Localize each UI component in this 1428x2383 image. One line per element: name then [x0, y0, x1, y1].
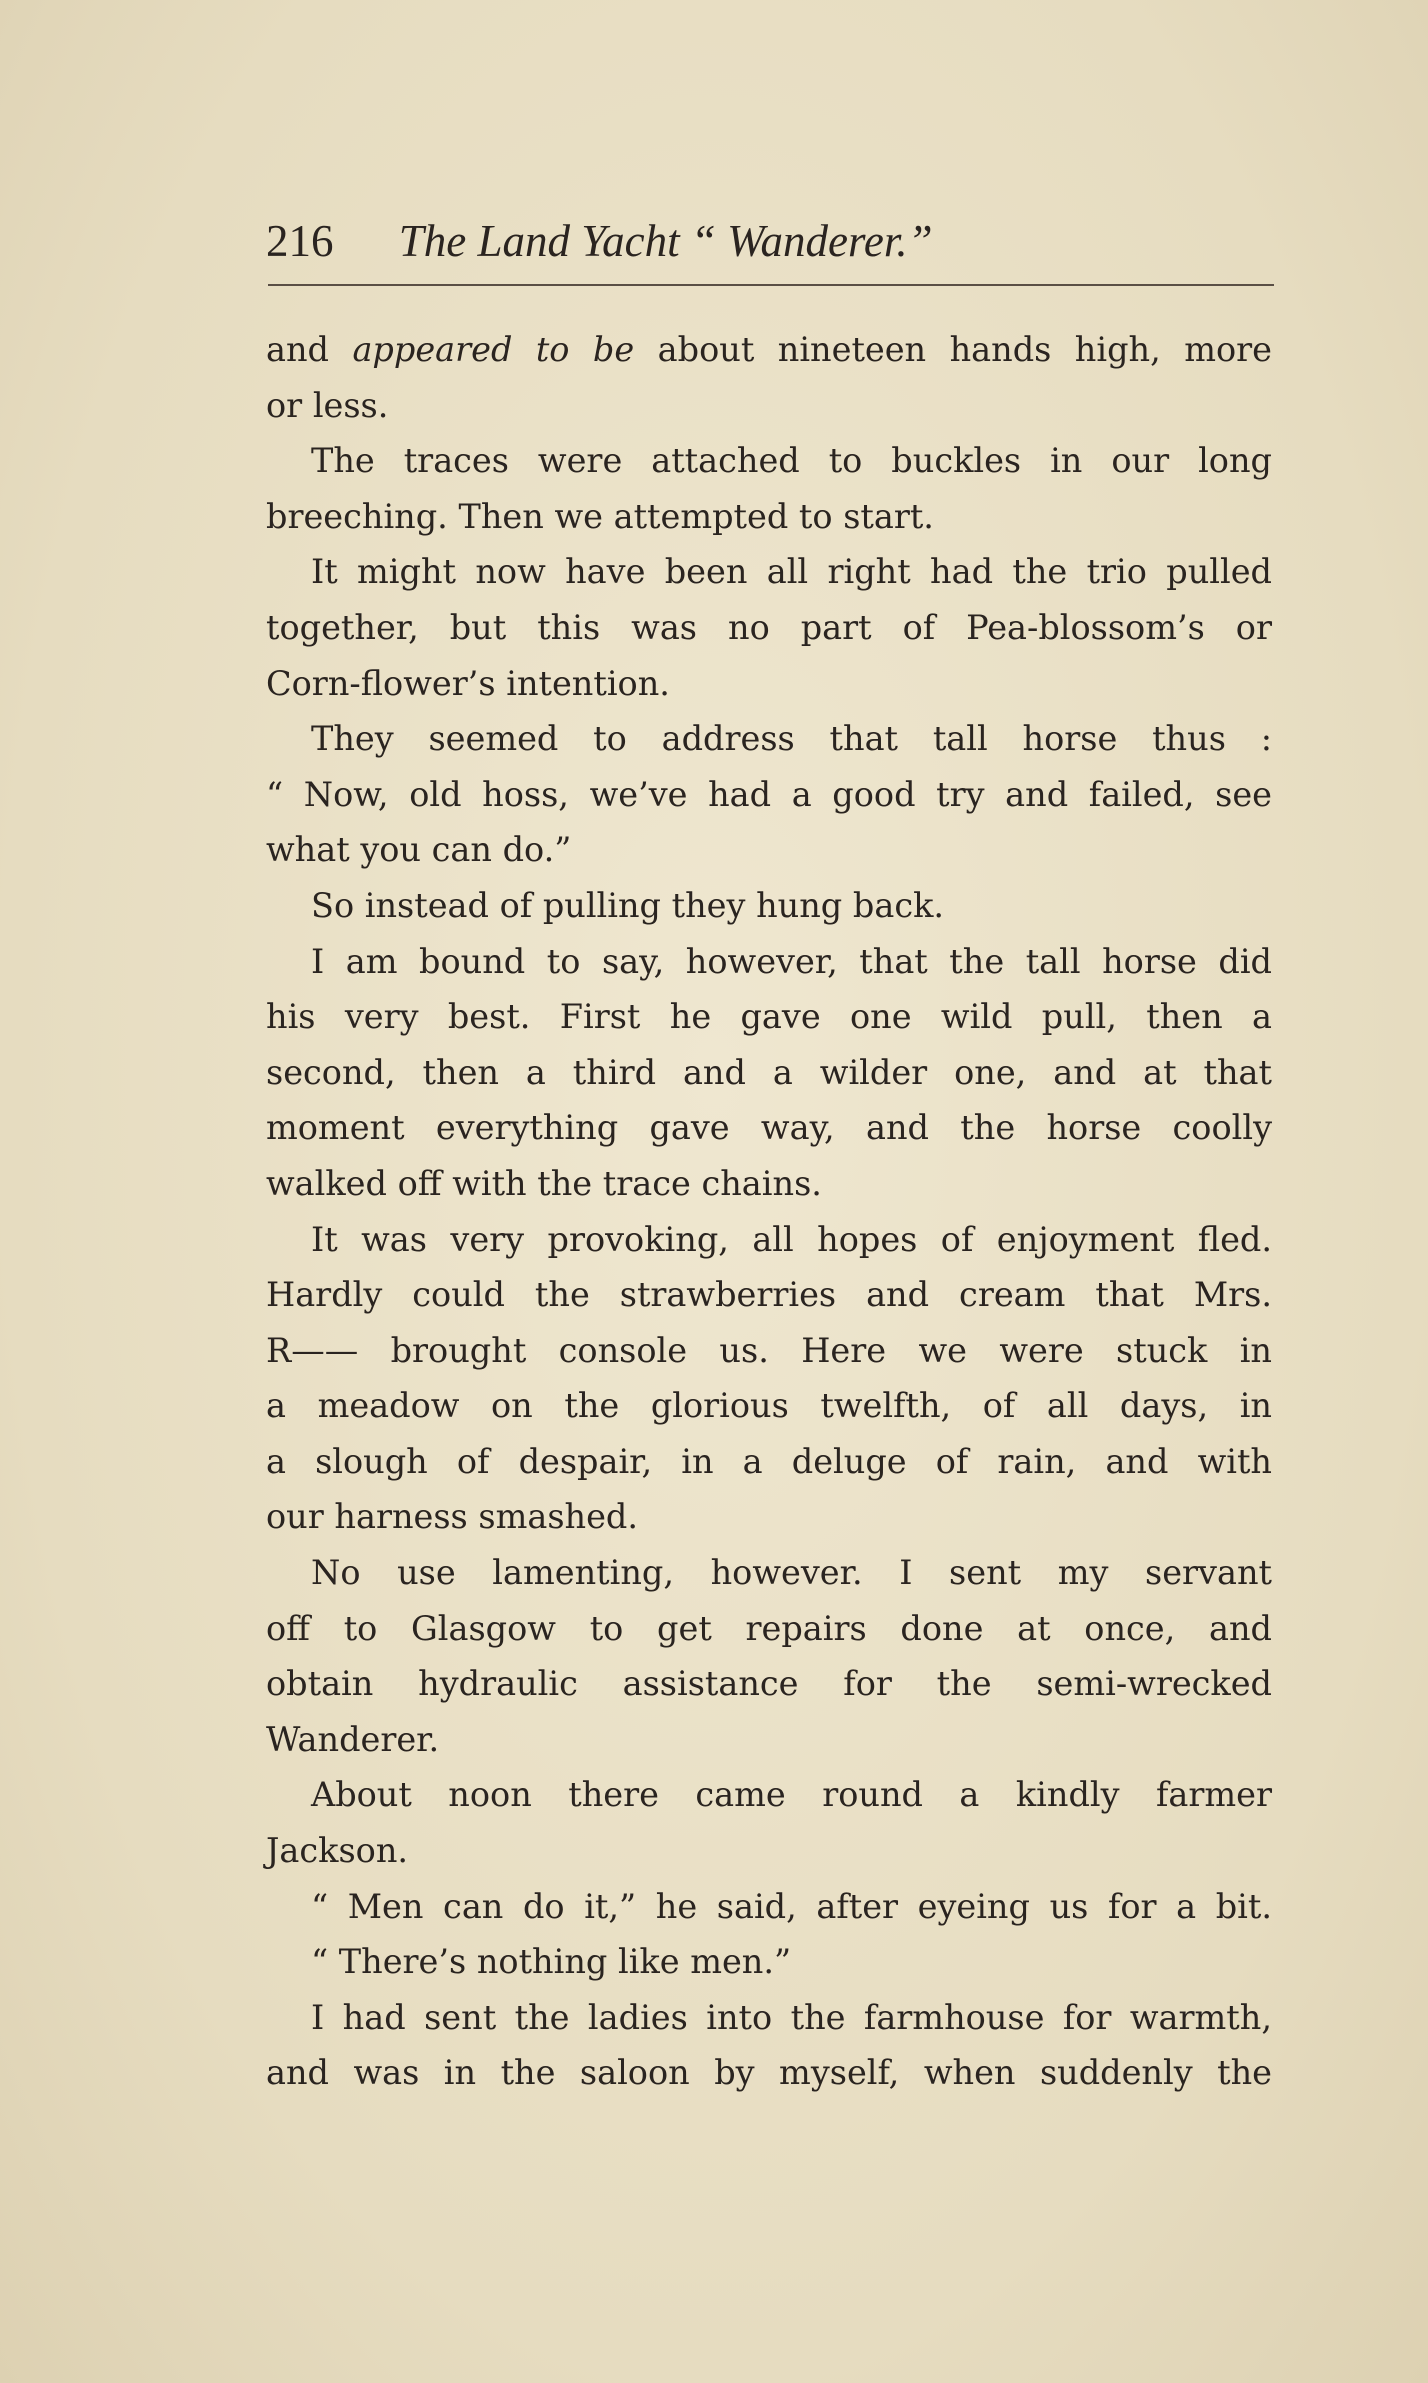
text-line: I had sent the ladies into the farmhouse for warmth,	[311, 1997, 1272, 2037]
text-line: off to Glasgow to get repairs done at once, and	[266, 1608, 1272, 1648]
text-line: “ Men can do it,” he said, after eyeing us for a bit.	[311, 1886, 1272, 1926]
body-text	[266, 322, 1272, 2101]
text-line: a meadow on the glorious twelfth, of all days, in	[266, 1386, 1272, 1426]
text-line: obtain hydraulic assistance for the semi-wrecked	[266, 1664, 1272, 1704]
text-line: “ There’s nothing like men.”	[311, 1942, 792, 1982]
text-line: They seemed to address that tall horse thus :	[311, 719, 1272, 759]
text-line: second, then a third and a wilder one, and at that	[266, 1052, 1272, 1092]
text-line: what you can do.”	[266, 830, 572, 870]
text-line: Hardly could the strawberries and cream that Mrs.	[266, 1275, 1272, 1315]
text-line: breeching. Then we attempted to start.	[266, 496, 934, 536]
text-line: I am bound to say, however, that the tall horse did	[311, 941, 1272, 981]
text-line: or less.	[266, 385, 389, 425]
text-line: Wanderer.	[266, 1719, 440, 1759]
header-rule	[268, 284, 1274, 286]
text-line: together, but this was no part of Pea-blossom’s or	[266, 607, 1272, 647]
running-head	[266, 206, 1276, 276]
running-title: The Land Yacht “ Wanderer.”	[398, 216, 933, 266]
text-line: Corn-flower’s intention.	[266, 663, 670, 703]
text-line: It might now have been all right had the trio pulled	[311, 552, 1272, 592]
text-line: walked off with the trace chains.	[266, 1163, 822, 1203]
text-line: moment everything gave way, and the horse coolly	[266, 1108, 1272, 1148]
text-line: “ Now, old hoss, we’ve had a good try and failed, see	[266, 774, 1272, 814]
text-line: our harness smashed.	[266, 1497, 639, 1537]
text-line: So instead of pulling they hung back.	[311, 885, 945, 925]
text-line: a slough of despair, in a deluge of rain, and with	[266, 1441, 1272, 1481]
text-line: and was in the saloon by myself, when suddenly the	[266, 2053, 1272, 2093]
italic-phrase: appeared to be	[352, 330, 635, 369]
text-line: R—— brought console us. Here we were stuck in	[266, 1330, 1272, 1370]
page-number: 216	[266, 216, 334, 266]
text-line: The traces were attached to buckles in our long	[311, 441, 1272, 481]
text-line: It was very provoking, all hopes of enjoyment fled.	[311, 1219, 1272, 1259]
text-line: his very best. First he gave one wild pull, then a	[266, 997, 1272, 1037]
text-line: Jackson.	[266, 1831, 409, 1871]
text-line: About noon there came round a kindly farmer	[311, 1775, 1272, 1815]
text-line: No use lamenting, however. I sent my servant	[311, 1553, 1272, 1593]
text-line: and appeared to be about nineteen hands high, more	[266, 330, 1272, 369]
